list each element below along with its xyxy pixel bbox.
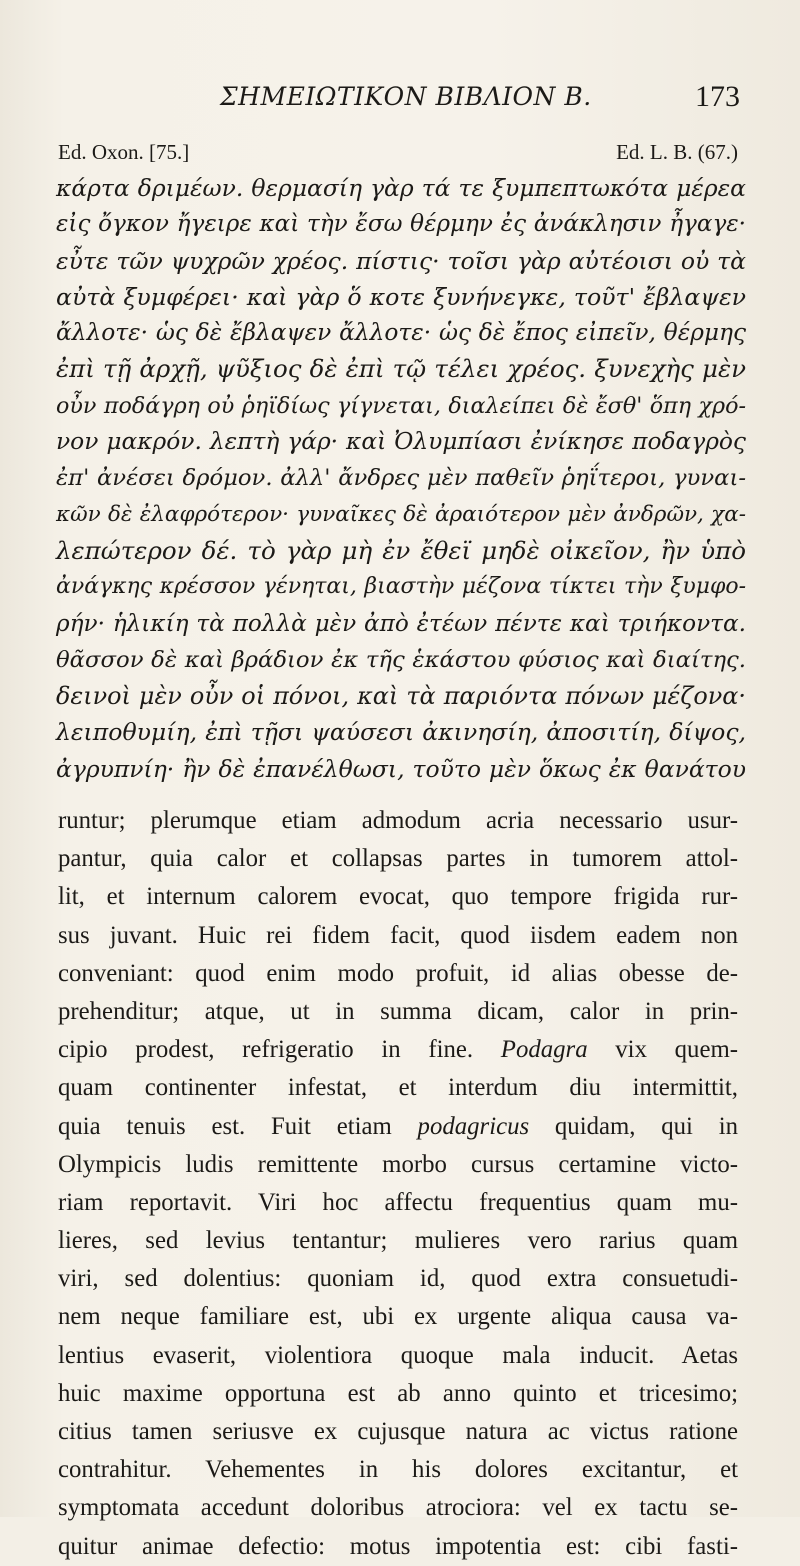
latin-text-line: quia tenuis est. Fuit etiam podagricus quidam, qui in (58, 1112, 738, 1140)
greek-text-line: ἐπὶ τῇ ἀρχῇ, ψῦξιος δὲ ἐπὶ τῷ τέλει χρέος. ξυνεχὴς μὲν (56, 354, 746, 384)
latin-text-line: lentius evaserit, violentiora quoque mala inducit. Aetas (58, 1341, 738, 1369)
edition-reference-lb: Ed. L. B. (67.) (616, 140, 738, 164)
greek-text-line: ἀνάγκης κρέσσον γένηται, βιαστὴν μέζονα τίκτει τὴν ξυμφο- (56, 574, 746, 600)
latin-text-line: sus juvant. Huic rei fidem facit, quod iisdem eadem non (58, 921, 738, 949)
latin-text-line: conveniant: quod enim modo profuit, id alias obesse de- (58, 959, 738, 987)
latin-text-line: lit, et internum calorem evocat, quo tempore frigida rur- (58, 883, 738, 911)
greek-text-line: κῶν δὲ ἐλαφρότερον· γυναῖκες δὲ ἀραιότερον μὲν ἀνδρῶν, χα- (56, 501, 746, 527)
latin-text-line: pantur, quia calor et collapsas partes in tumorem attol- (58, 845, 738, 873)
latin-text-line: nem neque familiare est, ubi ex urgente aliqua causa va- (58, 1303, 738, 1331)
greek-text-line: ἐπ' ἀνέσει δρόμον. ἀλλ' ἄνδρες μὲν παθεῖν ῥηΐτεροι, γυναι- (56, 465, 746, 492)
italic-term: podagricus (417, 1112, 530, 1140)
greek-text-line: κάρτα δριμέων. θερμασίη γὰρ τά τε ξυμπεπτωκότα μέρεα (56, 174, 746, 202)
greek-text-block (56, 170, 746, 787)
latin-text-line: prehenditur; atque, ut in summa dicam, calor in prin- (58, 997, 738, 1025)
latin-text-line: huic maxime opportuna est ab anno quinto et tricesimo; (58, 1379, 738, 1407)
greek-text-line: ρήν· ἡλικίη τὰ πολλὰ μὲν ἀπὸ ἐτέων πέντε καὶ τριήκοντα. (56, 610, 746, 637)
latin-text-line: quam continenter infestat, et interdum diu intermittit, (58, 1074, 738, 1102)
latin-text-line: quitur animae defectio: motus impotentia est: cibi fasti- (58, 1532, 738, 1560)
page-header (60, 82, 740, 122)
greek-text-line: λειποθυμίη, ἐπὶ τῇσι ψαύσεσι ἀκινησίη, ἀποσιτίη, δίψος, (56, 718, 746, 747)
running-title: ΣΗΜΕΙΩΤΙΚΟΝ ΒΙΒΛΙΟΝ Β. (220, 82, 592, 111)
greek-text-line: εὖτε τῶν ψυχρῶν χρέος. πίστις· τοῖσι γὰρ αὐτέοισι οὐ τὰ (56, 246, 746, 275)
greek-text-line: οὖν ποδάγρη οὐ ῥηϊδίως γίγνεται, διαλείπει δὲ ἔσθ' ὅπη χρό- (56, 392, 746, 419)
greek-text-line: λεπώτερον δέ. τὸ γὰρ μὴ ἐν ἔθεϊ μηδὲ οἰκεῖον, ἢν ὑπὸ (56, 535, 746, 565)
greek-text-line: ἄλλοτε· ὡς δὲ ἔβλαψεν ἄλλοτε· ὡς δὲ ἔπος εἰπεῖν, θέρμης (56, 319, 746, 347)
latin-text-line: contrahitur. Vehementes in his dolores excitantur, et (58, 1456, 738, 1484)
latin-text-line: viri, sed dolentius: quoniam id, quod extra consuetudi- (58, 1265, 738, 1293)
latin-text-line: cipio prodest, refrigeratio in fine. Podagra vix quem- (58, 1036, 739, 1064)
latin-text-line: Olympicis ludis remittente morbo cursus certamine victo- (58, 1150, 738, 1178)
greek-text-line: θᾶσσον δὲ καὶ βράδιον ἐκ τῆς ἑκάστου φύσιος καὶ διαίτης. (56, 646, 746, 673)
latin-text-line: riam reportavit. Viri hoc affectu frequentius quam mu- (58, 1188, 738, 1216)
italic-term: Podagra (500, 1036, 588, 1064)
latin-text-line: citius tamen seriusve ex cujusque natura ac victus ratione (58, 1418, 738, 1445)
edition-references (58, 140, 738, 168)
latin-text-line: lieres, sed levius tentantur; mulieres vero rarius quam (58, 1227, 738, 1255)
greek-text-line: αὐτὰ ξυμφέρει· καὶ γὰρ ὅ κοτε ξυνήνεγκε, τοῦτ' ἔβλαψεν (56, 282, 746, 311)
latin-translation-block (58, 802, 738, 1566)
page-number: 173 (695, 80, 740, 113)
edition-reference-oxford: Ed. Oxon. [75.] (58, 140, 190, 164)
greek-text-line: νον μακρόν. λεπτὴ γάρ· καὶ Ὀλυμπίασι ἐνίκησε ποδαγρὸς (56, 428, 746, 456)
greek-text-line: δεινοὶ μὲν οὖν οἱ πόνοι, καὶ τὰ παριόντα πόνων μέζονα· (56, 682, 746, 711)
greek-text-line: εἰς ὄγκον ἤγειρε καὶ τὴν ἔσω θέρμην ἐς ἀνάκλησιν ἦγαγε· (56, 211, 746, 238)
greek-text-line: ἀγρυπνίη· ἢν δὲ ἐπανέλθωσι, τοῦτο μὲν ὅκως ἐκ θανάτου (56, 754, 746, 783)
latin-text-line: runtur; plerumque etiam admodum acria necessario usur- (58, 807, 738, 834)
latin-text-line: symptomata accedunt doloribus atrociora: vel ex tactu se- (58, 1494, 738, 1522)
